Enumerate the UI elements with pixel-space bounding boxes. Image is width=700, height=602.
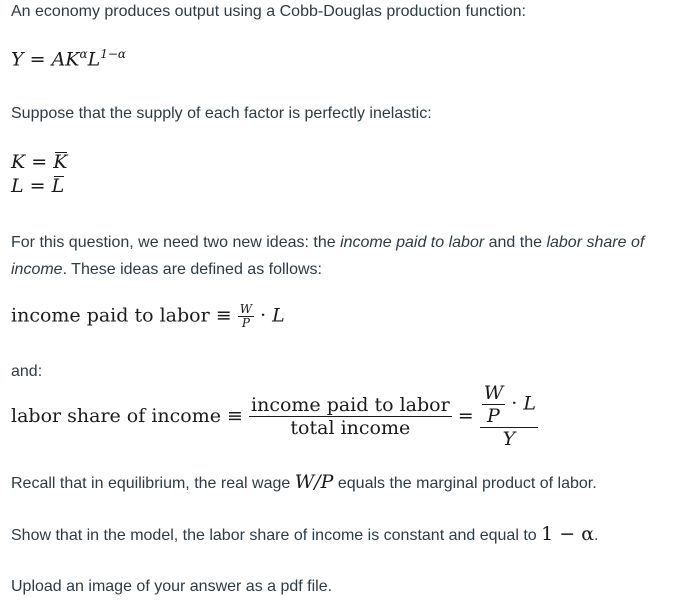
labor-share-fraction — [480, 382, 538, 450]
show-text — [11, 521, 598, 549]
labor-var: L — [87, 48, 101, 71]
income-ratio-fraction — [249, 394, 452, 439]
recall-post: equals the marginal product of labor. — [333, 475, 597, 492]
price-var: P — [241, 316, 250, 330]
equals-sign: = — [457, 405, 474, 427]
wage-over-price — [482, 382, 506, 427]
ideas-emphasis-1: income paid to labor — [340, 234, 485, 251]
tfp-var: A — [51, 48, 66, 71]
ideas-paragraph — [11, 229, 696, 283]
alpha-exponent: α — [79, 47, 88, 61]
supply-text: Suppose that the supply of each factor is perfectly inelastic: — [11, 105, 432, 122]
show-pre: Show that in the model, the labor share of income is constant and equal to — [11, 527, 542, 544]
labor-exponent: 1−α — [100, 47, 127, 61]
labor-share-definition — [11, 382, 538, 450]
labor-var: L — [11, 175, 24, 197]
show-post: . — [594, 527, 599, 544]
income-paid-definition — [11, 303, 285, 330]
dot-operator: · — [511, 392, 518, 415]
capital-bar-var: K — [53, 151, 68, 173]
total-income-denominator: total income — [290, 416, 411, 439]
wage-var: W — [239, 302, 253, 316]
capital-var: K — [65, 48, 80, 71]
output-var: Y — [11, 48, 24, 71]
real-wage-math: W/P — [294, 471, 334, 493]
wage-var: W — [483, 382, 504, 404]
labor-var: L — [523, 392, 536, 415]
capital-equation — [11, 151, 67, 173]
ideas-text-1: For this question, we need two new ideas: the — [11, 234, 341, 251]
intro-text: An economy produces output using a Cobb-Douglas production function: — [11, 3, 526, 20]
labor-share-numerator — [480, 382, 538, 428]
production-function — [11, 47, 126, 70]
labor-equation — [11, 175, 64, 197]
wage-fraction — [238, 303, 254, 330]
equals-sign: = — [29, 175, 46, 197]
output-denominator: Y — [502, 428, 516, 450]
dot-operator: · — [260, 304, 267, 327]
equals-sign: = — [29, 48, 46, 71]
income-paid-numerator: income paid to labor — [251, 393, 450, 416]
equiv-sign: ≡ — [227, 405, 243, 427]
ideas-emphasis-2: labor share of income — [11, 234, 645, 278]
labor-share-label: labor share of income — [11, 405, 221, 427]
ideas-text-3: . These ideas are defined as follows: — [62, 261, 322, 278]
capital-var: K — [11, 151, 26, 173]
one-minus-alpha-math: 1 − α — [541, 523, 595, 545]
labor-var: L — [272, 304, 285, 327]
equals-sign: = — [31, 151, 48, 173]
recall-pre: Recall that in equilibrium, the real wage — [11, 475, 295, 492]
equiv-sign: ≡ — [215, 304, 232, 327]
price-var: P — [487, 405, 500, 427]
and-text: and: — [11, 363, 43, 380]
recall-text — [11, 469, 597, 497]
labor-bar-var: L — [51, 175, 65, 197]
ideas-text-2: and the — [484, 234, 547, 251]
upload-instruction: Upload an image of your answer as a pdf file. — [11, 578, 333, 595]
income-paid-label: income paid to labor — [11, 304, 210, 327]
